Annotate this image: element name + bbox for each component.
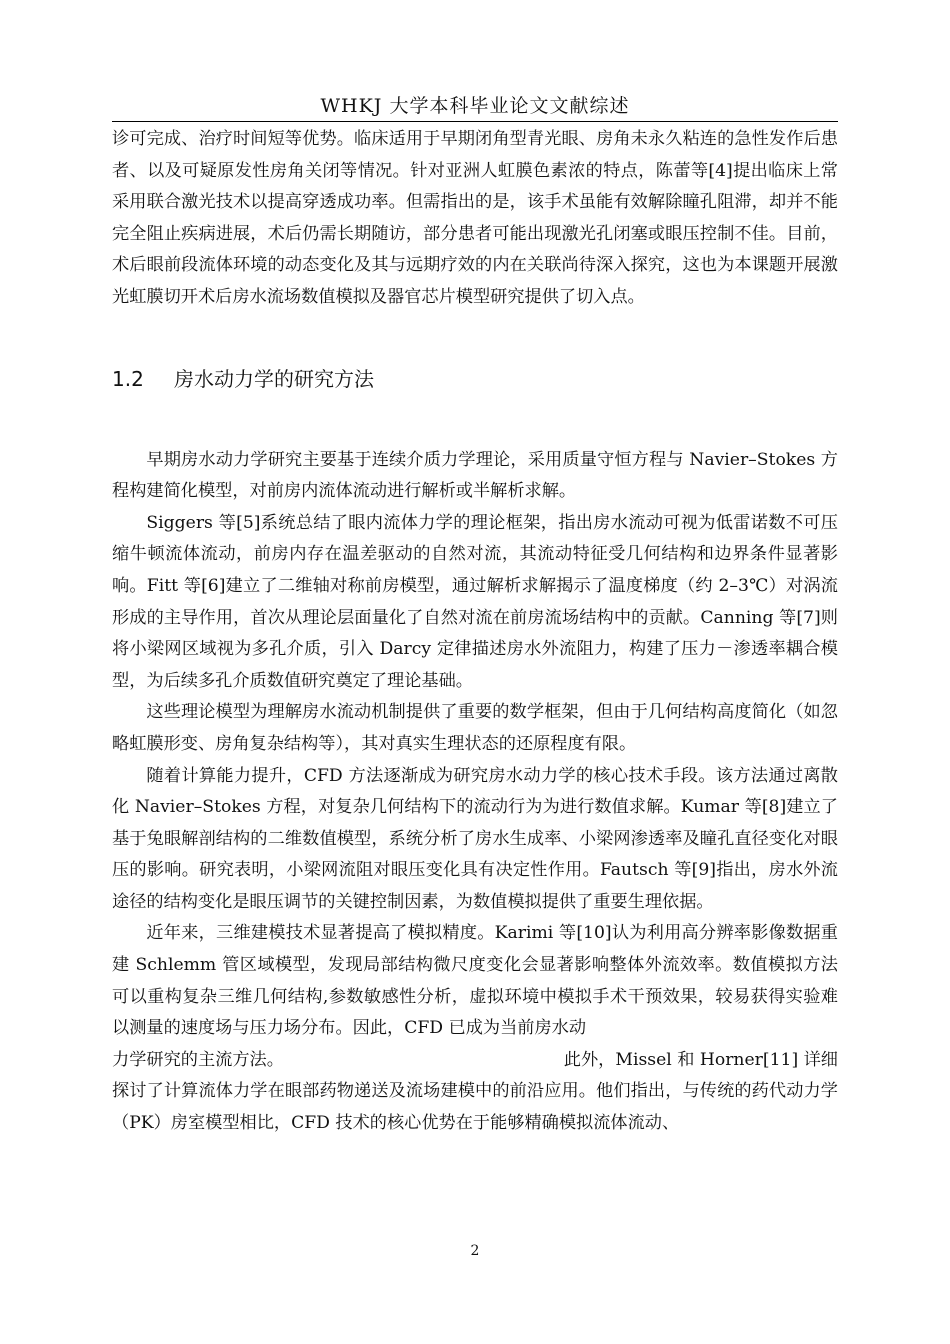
section-title: 房水动力学的研究方法	[174, 366, 374, 391]
section-number: 1.2	[112, 366, 144, 391]
tail-left-text: 力学研究的主流方法。	[112, 1049, 284, 1070]
running-header: WHKJ 大学本科毕业论文文献综述	[320, 95, 630, 117]
paragraph: 探讨了计算流体力学在眼部药物递送及流场建模中的前沿应用。他们指出，与传统的药代动力学（PK）房室模型相比，CFD 技术的核心优势在于能够精确模拟流体流动、	[112, 1081, 838, 1134]
paragraph: 这些理论模型为理解房水流动机制提供了重要的数学框架，但由于几何结构高度简化（如忽略虹膜形变、房角复杂结构等），其对真实生理状态的还原程度有限。	[112, 702, 838, 754]
section-heading	[112, 365, 838, 393]
paragraph-continued: 诊可完成、治疗时间短等优势。临床适用于早期闭角型青光眼、房角未永久粘连的急性发作后患者、以及可疑原发性房角关闭等情况。针对亚洲人虹膜色素浓的特点，陈蕾等[4]提出临床上常采用联合激光技术以提高穿透成功率。但需指出的是，该手术虽能有效解除瞳孔阻滞，却并不能完全阻止疾病进展，术后仍需长期随访，部分患者可能出现激光孔闭塞或眼压控制不佳。目前，术后眼前段流体环境的动态变化及其与远期疗效的内在关联尚待深入探究，这也为本课题开展激光虹膜切开术后房水流场数值模拟及器官芯片模型研究提供了切入点。	[112, 129, 838, 307]
paragraph-tail-line	[112, 1045, 838, 1077]
tail-right-text: 此外，Missel 和 Horner[11] 详细	[563, 1049, 838, 1070]
page-number: 2	[470, 1243, 480, 1259]
paragraph: 随着计算能力提升，CFD 方法逐渐成为研究房水动力学的核心技术手段。该方法通过离散化 Navier–Stokes 方程，对复杂几何结构下的流动行为为进行数值求解。Kumar 等[8]建立了基于兔眼解剖结构的二维数值模型，系统分析了房水生成率、小梁网渗透率及瞳孔直径变化对眼压的影响。研究表明，小梁网流阻对眼压变化具有决定性作用。Fautsch 等[9]指出，房水外流途径的结构变化是眼压调节的关键控制因素，为数值模拟提供了重要生理依据。	[112, 765, 838, 912]
paragraph: 早期房水动力学研究主要基于连续介质力学理论，采用质量守恒方程与 Navier–Stokes 方程构建简化模型，对前房内流体流动进行解析或半解析求解。	[112, 449, 838, 502]
header-rule	[112, 121, 838, 122]
body-text	[112, 124, 838, 1140]
paragraph: 近年来，三维建模技术显著提高了模拟精度。Karimi 等[10]认为利用高分辨率影像数据重建 Schlemm 管区域模型，发现局部结构微尺度变化会显著影响整体外流效率。数值模拟方法可以重构复杂三维几何结构,参数敏感性分析，虚拟环境中模拟手术干预效果，较易获得实验难以测量的速度场与压力场分布。因此，CFD 已成为当前房水动	[112, 923, 838, 1039]
paragraph: Siggers 等[5]系统总结了眼内流体力学的理论框架，指出房水流动可视为低雷诺数不可压缩牛顿流体流动，前房内存在温差驱动的自然对流，其流动特征受几何结构和边界条件显著影响。Fitt 等[6]建立了二维轴对称前房模型，通过解析求解揭示了温度梯度（约 2–3℃）对涡流形成的主导作用，首次从理论层面量化了自然对流在前房流场结构中的贡献。Canning 等[7]则将小梁网区域视为多孔介质，引入 Darcy 定律描述房水外流阻力，构建了压力－渗透率耦合模型，为后续多孔介质数值研究奠定了理论基础。	[112, 512, 838, 691]
